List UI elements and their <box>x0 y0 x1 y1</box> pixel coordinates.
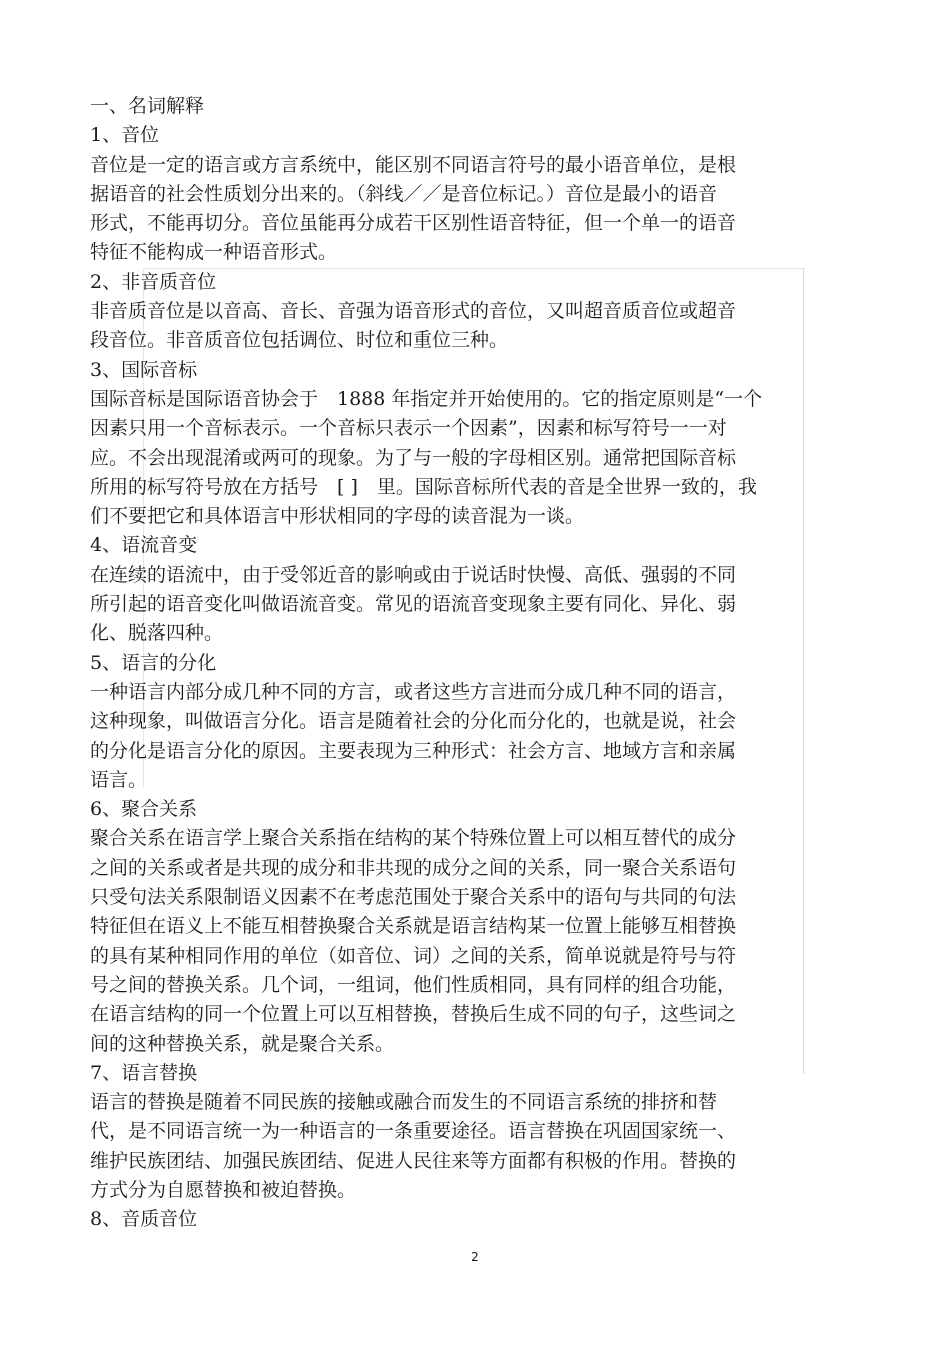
term-definition-line: 因素只用一个音标表示。一个音标只表示一个因素”，因素和标写符号一一对 <box>90 417 727 440</box>
term-definition-line: 特征不能构成一种语音形式。 <box>90 241 338 264</box>
term-definition-line: 国际音标是国际语音协会于 1888 年指定并开始使用的。它的指定原则是“一个 <box>90 387 763 410</box>
term-list <box>90 121 802 1234</box>
term-definition-line: 语言的替换是随着不同民族的接触或融合而发生的不同语言系统的排挤和替 <box>90 1091 718 1114</box>
term-definition-line: 的分化是语言分化的原因。主要表现为三种形式：社会方言、地域方言和亲属 <box>90 739 737 762</box>
term-definition-line: 所用的标写符号放在方括号 [ ] 里。国际音标所代表的音是全世界一致的，我 <box>90 475 757 498</box>
term-definition-line: 段音位。非音质音位包括调位、时位和重位三种。 <box>90 329 509 352</box>
term-definition-line: 号之间的替换关系。几个词，一组词，他们性质相同，具有同样的组合功能， <box>90 973 737 996</box>
term-heading: 4、语流音变 <box>90 534 198 557</box>
term-heading: 8、音质音位 <box>90 1208 198 1231</box>
term-definition-line: 聚合关系在语言学上聚合关系指在结构的某个特殊位置上可以相互替代的成分 <box>90 827 737 850</box>
term-definition-line: 应。不会出现混淆或两可的现象。为了与一般的字母相区别。通常把国际音标 <box>90 446 737 469</box>
term-definition-line: 所引起的语音变化叫做语流音变。常见的语流音变现象主要有同化、异化、弱 <box>90 593 737 616</box>
document-body <box>90 92 802 1235</box>
term-heading: 2、非音质音位 <box>90 270 217 293</box>
section-title: 一、名词解释 <box>90 95 205 117</box>
term-definition-line: 特征但在语义上不能互相替换聚合关系就是语言结构某一位置上能够互相替换 <box>90 915 737 938</box>
term-heading: 1、音位 <box>90 124 160 147</box>
term-definition-line: 维护民族团结、加强民族团结、促进人民往来等方面都有积极的作用。替换的 <box>90 1149 737 1172</box>
term-definition-line: 方式分为自愿替换和被迫替换。 <box>90 1178 357 1201</box>
term-definition-line: 非音质音位是以音高、音长、音强为语音形式的音位，又叫超音质音位或超音 <box>90 300 737 323</box>
term-definition-line: 代，是不同语言统一为一种语言的一条重要途径。语言替换在巩固国家统一、 <box>90 1120 737 1143</box>
term-heading: 7、语言替换 <box>90 1061 198 1084</box>
term-definition-line: 语言。 <box>90 768 148 791</box>
term-definition-line: 形式，不能再切分。音位虽能再分成若干区别性语音特征，但一个单一的语音 <box>90 212 737 235</box>
term-definition-line: 这种现象，叫做语言分化。语言是随着社会的分化而分化的，也就是说，社会 <box>90 710 737 733</box>
term-definition-line: 据语音的社会性质划分出来的。（斜线／／是音位标记。）音位是最小的语音 <box>90 182 718 205</box>
term-heading: 3、国际音标 <box>90 358 198 381</box>
term-definition-line: 化、脱落四种。 <box>90 622 224 645</box>
term-definition-line: 间的这种替换关系，就是聚合关系。 <box>90 1032 395 1055</box>
term-definition-line: 之间的关系或者是共现的成分和非共现的成分之间的关系，同一聚合关系语句 <box>90 856 737 879</box>
term-definition-line: 的具有某种相同作用的单位（如音位、词）之间的关系，简单说就是符号与符 <box>90 944 737 967</box>
frame-line-right <box>803 268 804 1074</box>
term-definition-line: 音位是一定的语言或方言系统中，能区别不同语言符号的最小语音单位，是根 <box>90 153 737 176</box>
term-definition-line: 们不要把它和具体语言中形状相同的字母的读音混为一谈。 <box>90 505 585 528</box>
term-heading: 5、语言的分化 <box>90 651 217 674</box>
term-definition-line: 在语言结构的同一个位置上可以互相替换，替换后生成不同的句子，这些词之 <box>90 1003 737 1026</box>
term-heading: 6、聚合关系 <box>90 798 198 821</box>
term-definition-line: 在连续的语流中，由于受邻近音的影响或由于说话时快慢、高低、强弱的不同 <box>90 563 737 586</box>
term-definition-line: 只受句法关系限制语义因素不在考虑范围处于聚合关系中的语句与共同的句法 <box>90 886 737 909</box>
page-number: 2 <box>471 1250 479 1264</box>
term-definition-line: 一种语言内部分成几种不同的方言，或者这些方言进而分成几种不同的语言， <box>90 680 737 703</box>
